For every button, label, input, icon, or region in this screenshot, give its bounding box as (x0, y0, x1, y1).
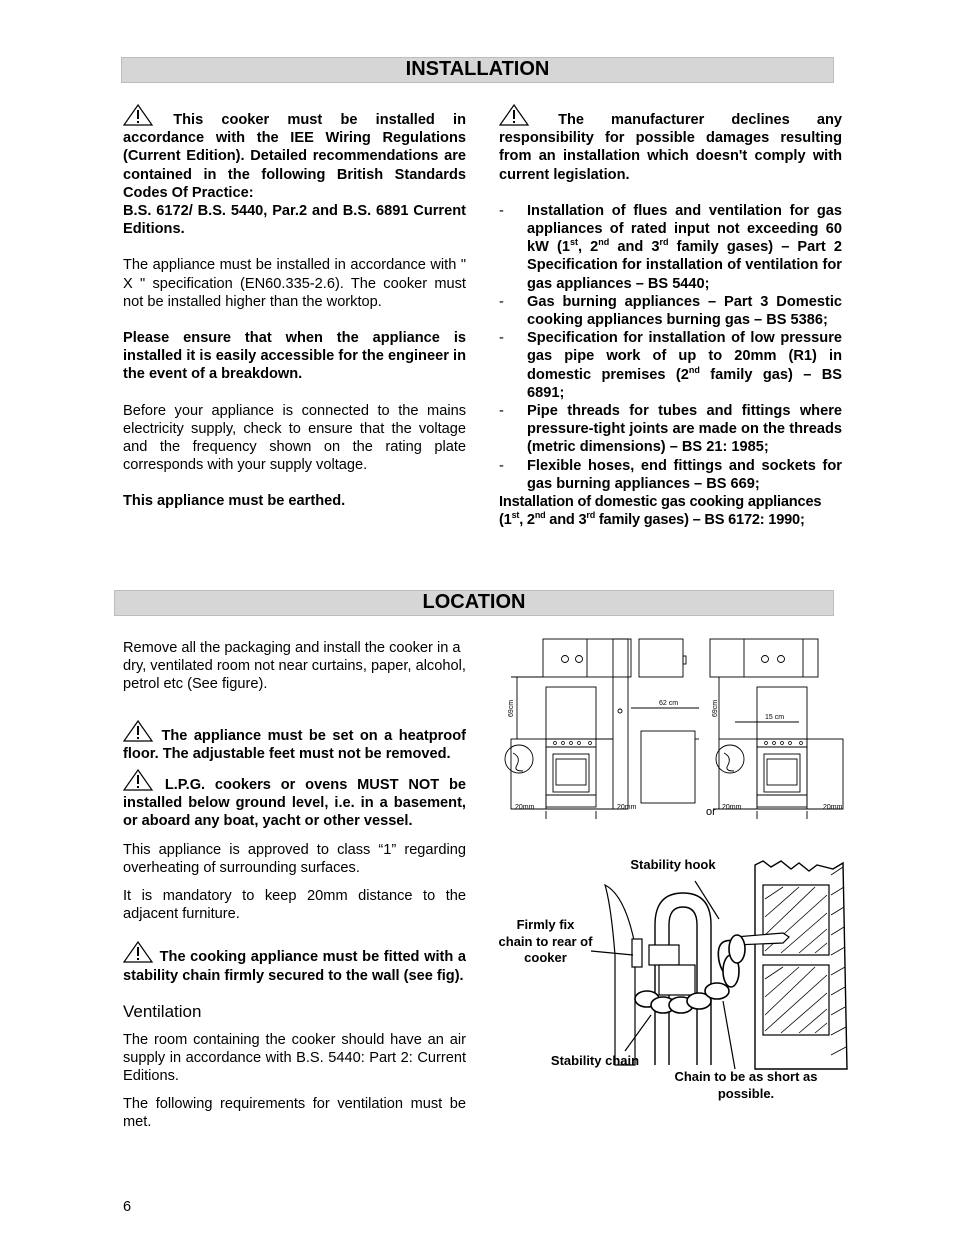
remove-packaging-text: Remove all the packaging and install the cooker in a dry, ventilated room not near curtains, paper, alcohol, petrol etc (See figure). (123, 640, 466, 693)
before-connection-text: Before your appliance is connected to the mains electricity supply, check to ensure that the voltage and the frequency shown on the rating plate corresponds with your supply voltage. (123, 402, 466, 474)
ventilation-text-2: The following requirements for ventilation must be met. (123, 1095, 466, 1130)
distance-text: It is mandatory to keep 20mm distance to the adjacent furniture. (123, 888, 466, 923)
accessible-text: Please ensure that when the appliance is installed it is easily accessible for the engineer in the event of a breakdown. (123, 330, 466, 383)
or-label: or (706, 806, 716, 818)
class1-text: This appliance is approved to class “1” regarding overheating of surrounding surfaces. (123, 841, 466, 876)
warning-triangle-icon (123, 720, 153, 742)
ventilation-heading: Ventilation (123, 1001, 202, 1021)
warning-triangle-icon (499, 104, 529, 126)
location-left-column (123, 639, 466, 1131)
stability-chain-label: Stability chain (550, 1053, 640, 1068)
gap-label-1: 20mm (515, 804, 535, 811)
earthed-text: This appliance must be earthed. (123, 493, 346, 510)
stability-chain-diagram (585, 855, 850, 1075)
iee-warning-text: This cooker must be installed in accordance with the IEE Wiring Regulations (Current Edition). Detailed recommendations are contained in the following British Standards Codes Of Practice: (123, 112, 466, 201)
warning-paragraph-iee (123, 104, 466, 202)
domestic-installation-text: Installation of domestic gas cooking appliances (1st, 2nd and 3rd family gases) – BS 6172: 1990; (499, 494, 822, 529)
manufacturer-warning-text: The manufacturer declines any responsibility for possible damages resulting from an installation which doesn't comply with current legislation. (499, 112, 842, 183)
installation-right-column (499, 104, 842, 529)
standards-text: B.S. 6172/ B.S. 5440, Par.2 and B.S. 6891 Current Editions. (123, 203, 466, 238)
ventilation-text-1: The room containing the cooker should have an air supply in accordance with B.S. 5440: Part 2: Current Editions. (123, 1032, 466, 1085)
gap-label-3: 20mm (722, 804, 742, 811)
installation-heading: INSTALLATION (121, 57, 834, 83)
list-item: - Specification for installation of low pressure gas pipe work of up to 20mm (R1) in domestic premises (2nd family gas) – BS 6891; (499, 330, 843, 401)
lpg-warning (123, 769, 466, 831)
installation-left-column (123, 104, 466, 511)
list-item: - Installation of flues and ventilation for gas appliances of rated input not exceeding 60 kW (1st, 2nd and 3rd family gases) – Part 2 Specification for installation of ventilation for gas appliances – BS 5440; (499, 202, 842, 292)
list-item: - Pipe threads for tubes and fittings where pressure-tight joints are made on the threads (metric dimensions) – BS 21: 1985; (499, 403, 842, 456)
stability-chain-warning (123, 941, 466, 984)
list-item: - Flexible hoses, end fittings and sockets for gas burning appliances – BS 669; (499, 457, 842, 492)
list-item: - Gas burning appliances – Part 3 Domestic cooking appliances burning gas – BS 5386; (499, 293, 842, 329)
standards-list (499, 202, 842, 493)
width-label-62: 62 cm (659, 700, 679, 707)
manufacturer-warning (499, 104, 842, 184)
stability-hook-label: Stability hook (630, 857, 716, 872)
warning-triangle-icon (123, 769, 153, 791)
heatproof-text: The appliance must be set on a heatproof floor. The adjustable feet must not be removed. (123, 727, 466, 762)
width-label-15: 15 cm (765, 714, 785, 721)
heatproof-warning (123, 720, 466, 763)
chain-short-label: Chain to be as short as possible. (674, 1069, 818, 1101)
spec-x-text: The appliance must be installed in accordance with " X " specification (EN60.335-2.6). The cooker must not be installed higher than the worktop. (123, 257, 466, 310)
lpg-text: L.P.G. cookers or ovens MUST NOT be installed below ground level, i.e. in a basement, or aboard any boat, yacht or other vessel. (123, 777, 466, 830)
fix-chain-label: Firmly fix chain to rear of cooker (498, 917, 593, 965)
gap-label-2: 20mm (617, 804, 637, 811)
cooker-location-diagram (503, 635, 848, 820)
location-heading: LOCATION (114, 590, 834, 616)
page-number: 6 (123, 1199, 132, 1215)
height-label-right: 69cm (712, 699, 719, 717)
stability-chain-text: The cooking appliance must be fitted with a stability chain firmly secured to the wall (see fig). (123, 949, 466, 984)
gap-label-4: 20mm (823, 804, 843, 811)
warning-triangle-icon (123, 941, 153, 963)
warning-triangle-icon (123, 104, 153, 126)
height-label-left: 69cm (508, 699, 515, 717)
